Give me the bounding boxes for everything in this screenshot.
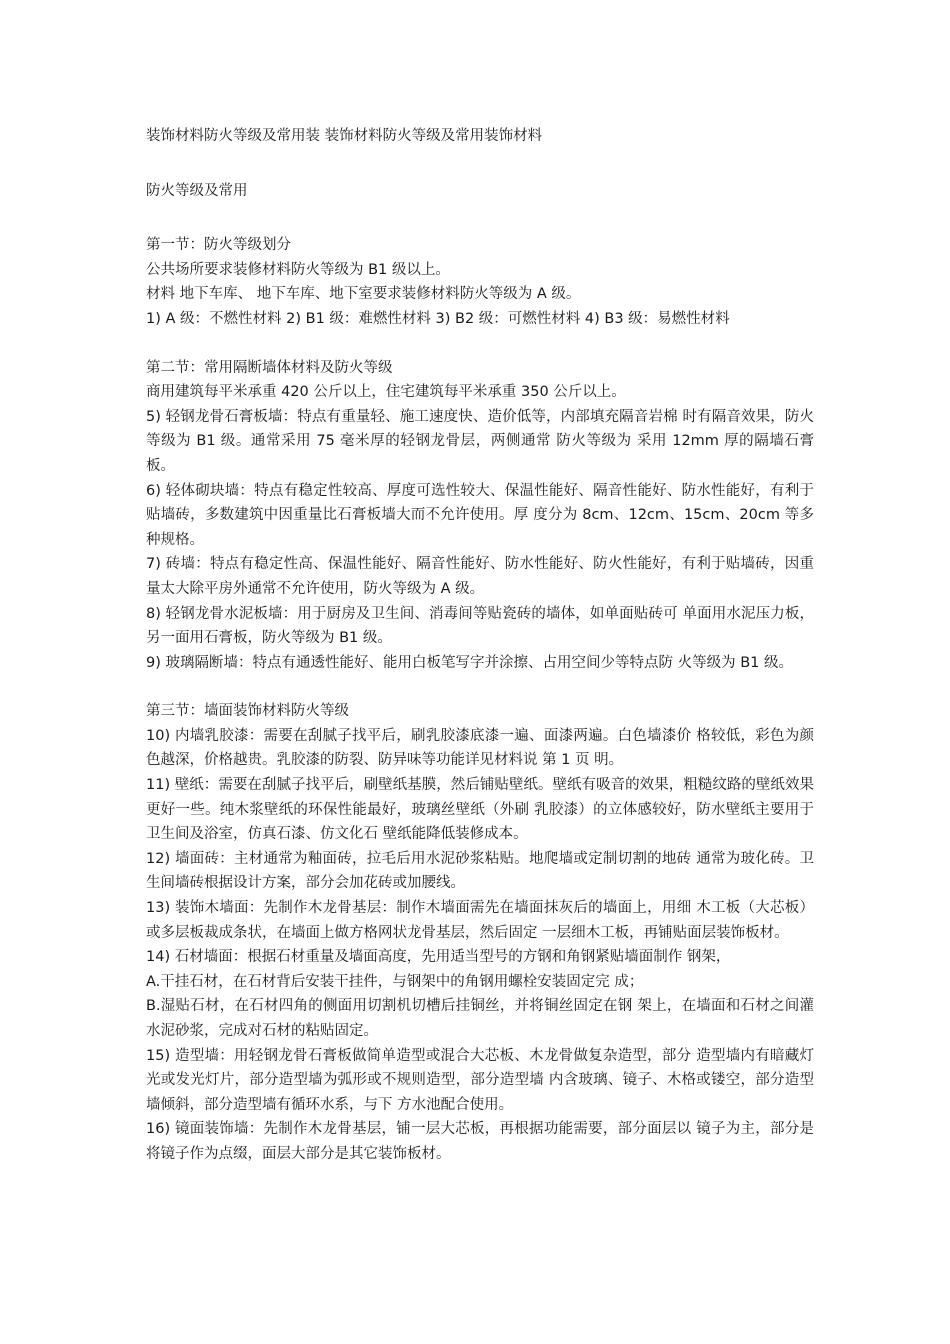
spacer [146, 203, 814, 233]
spacer [146, 149, 814, 179]
paragraph: 11) 壁纸：需要在刮腻子找平后，刷壁纸基膜，然后铺贴壁纸。壁纸有吸音的效果，粗糙纹路的壁纸效果更好一些。纯木浆壁纸的环保性能最好，玻璃丝壁纸（外刷 乳胶漆）的立体感较好，防水壁纸主要用于卫生间及浴室，仿真石漆、仿文化石 壁纸能降低装修成本。 [146, 777, 814, 843]
paragraph: 13) 装饰木墙面：先制作木龙骨基层：制作木墙面需先在墙面抹灰后的墙面上，用细 木工板（大芯板）或多层板裁成条状，在墙面上做方格网状龙骨基层，然后固定 一层细木工板，再铺贴面层装饰板材。 [146, 900, 814, 941]
paragraph: 8) 轻钢龙骨水泥板墙：用于厨房及卫生间、消毒间等贴瓷砖的墙体，如单面贴砖可 单面用水泥压力板，另一面用石膏板，防火等级为 B1 级。 [146, 605, 814, 647]
paragraph: 5) 轻钢龙骨石膏板墙：特点有重量轻、施工速度快、造价低等，内部填充隔音岩棉 时有隔音效果，防火等级为 B1 级。通常采用 75 毫米厚的轻钢龙骨层，两侧通常 防火等级为 采用 12mm 厚的隔墙石膏板。 [146, 408, 814, 474]
section-2 [146, 356, 814, 676]
paragraph: 15) 造型墙：用轻钢龙骨石膏板做简单造型或混合大芯板、木龙骨做复杂造型，部分 造型墙内有暗藏灯光或发光灯片，部分造型墙为弧形或不规则造型，部分造型墙 内含玻璃、镜子、木格或镂空，部分造型墙倾斜，部分造型墙有循环水系，与下 方水池配合使用。 [146, 1047, 814, 1113]
paragraph: 商用建筑每平米承重 420 公斤以上，住宅建筑每平米承重 350 公斤以上。 [146, 384, 626, 401]
paragraph: 16) 镜面装饰墙：先制作木龙骨基层，铺一层大芯板，再根据功能需要，部分面层以 镜子为主，部分是将镜子作为点缀，面层大部分是其它装饰板材。 [146, 1121, 814, 1162]
paragraph: 6) 轻体砌块墙：特点有稳定性较高、厚度可选性较大、保温性能好、隔音性能好、防水性能好，有利于贴墙砖，多数建筑中因重量比石膏板墙大而不允许使用。厚 度分为 8cm、12cm、15cm、20cm 等多种规格。 [146, 482, 814, 548]
section-3 [146, 699, 814, 1166]
document-page [146, 124, 814, 1167]
section-heading: 第二节：常用隔断墙体材料及防火等级 [146, 359, 393, 376]
section-heading: 第一节：防火等级划分 [146, 237, 291, 254]
paragraph: 7) 砖墙：特点有稳定性高、保温性能好、隔音性能好、防水性能好、防火性能好，有利于贴墙砖，因重量太大除平房外通常不允许使用，防火等级为 A 级。 [146, 556, 814, 597]
document-title: 装饰材料防火等级及常用装 装饰材料防火等级及常用装饰材料 [146, 128, 543, 144]
document-subtitle: 防火等级及常用 [146, 182, 248, 199]
section-1 [146, 233, 814, 331]
spacer [146, 675, 814, 699]
paragraph: B.湿贴石材，在石材四角的侧面用切割机切槽后挂铜丝，并将铜丝固定在钢 架上，在墙面和石材之间灌水泥砂浆，完成对石材的粘贴固定。 [146, 998, 814, 1039]
section-heading: 第三节：墙面装饰材料防火等级 [146, 703, 349, 720]
paragraph: 12) 墙面砖：主材通常为釉面砖，拉毛后用水泥砂浆粘贴。地爬墙或定制切割的地砖 通常为玻化砖。卫生间墙砖根据设计方案，部分会加花砖或加腰线。 [146, 850, 814, 892]
paragraph: 9) 玻璃隔断墙：特点有通透性能好、能用白板笔写字并涂擦、占用空间少等特点防 火等级为 B1 级。 [146, 654, 793, 671]
paragraph: 材料 地下车库、 地下车库、地下室要求装修材料防火等级为 A 级。 [146, 286, 581, 303]
paragraph: A.干挂石材，在石材背后安装干挂件，与钢架中的角钢用螺栓安装固定完 成； [146, 973, 644, 990]
paragraph: 14) 石材墙面：根据石材重量及墙面高度，先用适当型号的方钢和角钢紧贴墙面制作 钢架， [146, 949, 731, 966]
paragraph: 1) A 级：不燃性材料 2) B1 级：难燃性材料 3) B2 级：可燃性材料 4) B3 级：易燃性材料 [146, 310, 730, 327]
paragraph: 公共场所要求装修材料防火等级为 B1 级以上。 [146, 261, 450, 278]
spacer [146, 332, 814, 356]
paragraph: 10) 内墙乳胶漆：需要在刮腻子找平后，刷乳胶漆底漆一遍、面漆两遍。白色墙漆价 格较低，彩色为颜色越深，价格越贵。乳胶漆的防裂、防异味等功能详见材料说 第 1 页 明。 [146, 727, 814, 769]
